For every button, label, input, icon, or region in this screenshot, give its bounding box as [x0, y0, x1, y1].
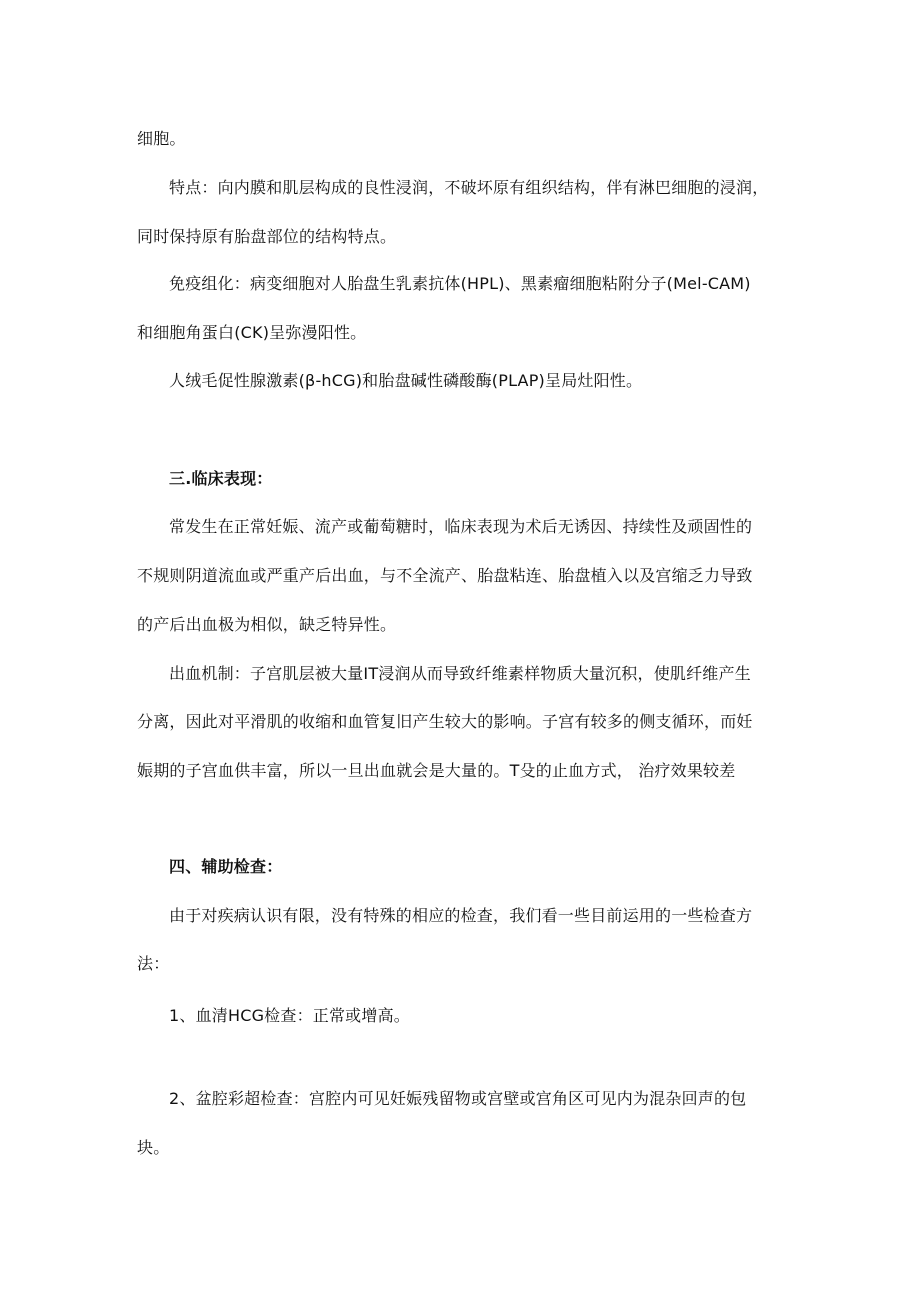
paragraph-line: 娠期的子宫血供丰富，所以一旦出血就会是大量的。T殳的止血方式， 治疗效果较差 [137, 761, 736, 780]
paragraph-line: 法： [137, 954, 170, 973]
paragraph-line: 同时保持原有胎盘部位的结构特点。 [137, 227, 397, 246]
paragraph-line: 和细胞角蛋白(CK)呈弥漫阳性。 [137, 323, 367, 342]
section-heading: 四、辅助检查： [169, 857, 283, 876]
paragraph-line: 块。 [137, 1138, 170, 1157]
list-item: 2、盆腔彩超检查：宫腔内可见妊娠残留物或宫壁或宫角区可见内为混杂回声的包 [169, 1089, 747, 1108]
paragraph-line: 特点：向内膜和肌层构成的良性浸润，不破坏原有组织结构，伴有淋巴细胞的浸润， [169, 178, 769, 197]
section-heading: 三.临床表现： [169, 469, 273, 488]
paragraph-line: 的产后出血极为相似，缺乏特异性。 [137, 615, 397, 634]
paragraph-line: 细胞。 [137, 129, 186, 148]
paragraph-line: 出血机制：子宫肌层被大量IT浸润从而导致纤维素样物质大量沉积，使肌纤维产生 [169, 664, 751, 683]
paragraph-line: 分离，因此对平滑肌的收缩和血管复旧产生较大的影响。子宫有较多的侧支循环，而妊 [137, 712, 753, 731]
list-item: 1、血清HCG检查：正常或增高。 [169, 1006, 410, 1025]
paragraph-line: 免疫组化：病变细胞对人胎盘生乳素抗体(HPL)、黑素瘤细胞粘附分子(Mel-CAM) [169, 274, 751, 293]
paragraph-line: 常发生在正常妊娠、流产或葡萄糖时，临床表现为术后无诱因、持续性及顽固性的 [169, 517, 753, 536]
paragraph-line: 不规则阴道流血或严重产后出血，与不全流产、胎盘粘连、胎盘植入以及宫缩乏力导致 [137, 566, 753, 585]
paragraph-line: 人绒毛促性腺激素(β-hCG)和胎盘碱性磷酸酶(PLAP)呈局灶阳性。 [169, 371, 643, 390]
paragraph-line: 由于对疾病认识有限，没有特殊的相应的检查，我们看一些目前运用的一些检查方 [169, 906, 753, 925]
